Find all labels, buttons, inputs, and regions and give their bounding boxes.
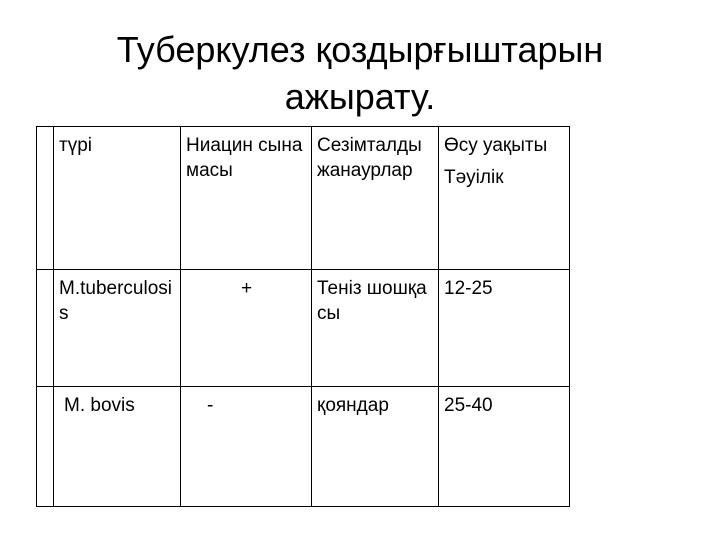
header-growth-label: Өсу уақыты: [444, 135, 548, 156]
header-row: [37, 127, 570, 270]
header-niacin-label: Ниацин сынамасы: [186, 135, 303, 181]
table-row: [37, 270, 570, 387]
header-growth: [439, 127, 570, 270]
cell-niacin: [181, 270, 312, 387]
blank-cell: [37, 387, 54, 507]
cell-type: [54, 270, 181, 387]
cell-growth-text: 12-25: [444, 278, 493, 299]
blank-cell: [37, 270, 54, 387]
cell-growth: [439, 387, 570, 507]
header-sensitive-label: Сезімталды жанаурлар: [317, 135, 422, 181]
cell-sensitive: [312, 387, 439, 507]
header-sensitive: [312, 127, 439, 270]
cell-niacin-text: +: [240, 278, 253, 299]
cell-sensitive: [312, 270, 439, 387]
blank-cell: [37, 127, 54, 270]
cell-growth: [439, 270, 570, 387]
cell-sensitive-text: қояндар: [317, 395, 389, 416]
comparison-table: [36, 126, 570, 507]
cell-type: [54, 387, 181, 507]
cell-niacin-text: -: [207, 395, 214, 416]
header-type: [54, 127, 181, 270]
cell-type-text: M.tuberculosis: [59, 278, 172, 324]
cell-type-text: M. bovis: [64, 395, 135, 416]
cell-growth-text: 25-40: [444, 395, 493, 416]
cell-sensitive-text: Теніз шошқасы: [317, 278, 427, 324]
header-type-label: түрі: [59, 135, 92, 156]
cell-niacin: [181, 387, 312, 507]
table-row: [37, 387, 570, 507]
header-growth-unit: Тәуілік: [444, 167, 504, 188]
slide-title: Туберкулез қоздырғыштарын ажырату.: [116, 29, 604, 117]
header-niacin: [181, 127, 312, 270]
